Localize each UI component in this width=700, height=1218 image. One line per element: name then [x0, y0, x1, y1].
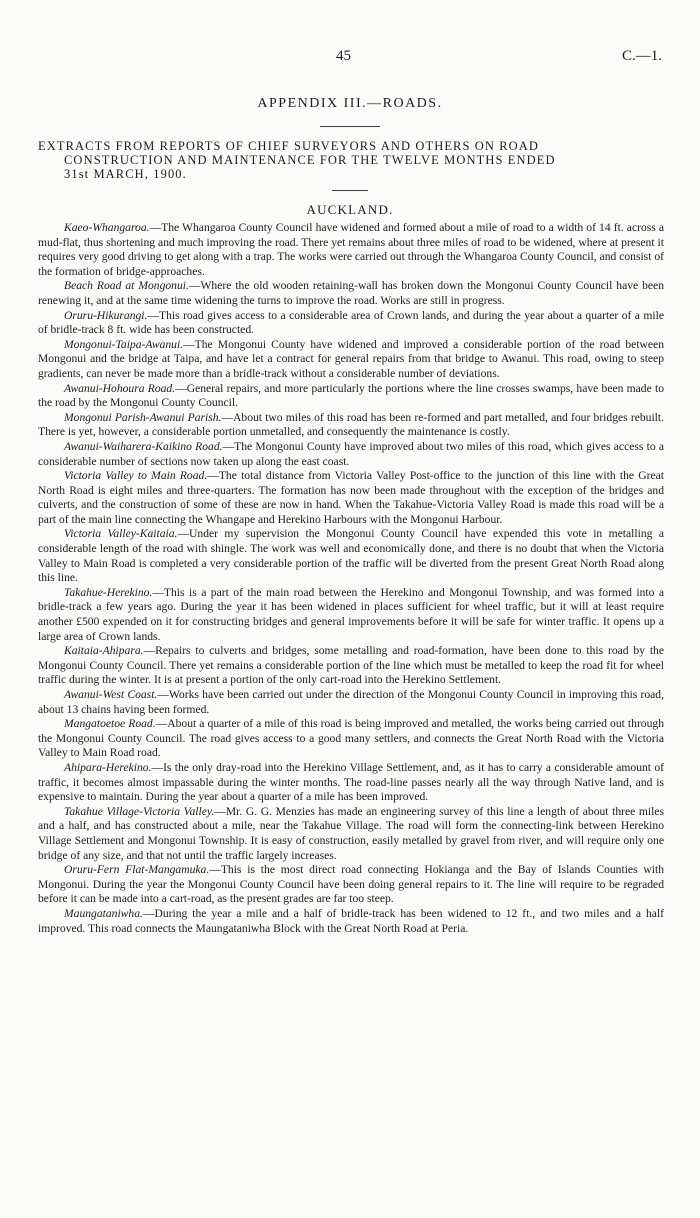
- road-name: Awanui-Waiharera-Kaikino Road.: [64, 439, 223, 453]
- paragraph-text: —This is a part of the main road between the Herekino and Mongonui Township, and was formed into a bridle-track a few years ago. During the year it has been widened in places sufficient for wheel traffic, but it will at least require another £500 expended on it for constructing bridges and general improvements before it will be safe for winter traffic. It opens up a large area of Crown lands.: [38, 585, 664, 643]
- road-name: Takahue Village-Victoria Valley.: [64, 804, 215, 818]
- page-number: 45: [336, 48, 351, 64]
- report-paragraph: [38, 527, 664, 585]
- paragraph-text: —General repairs, and more particularly the portions where the line crosses swamps, have been made to the road by the Mongonui County Council.: [38, 381, 664, 410]
- report-paragraph: [38, 469, 664, 527]
- report-paragraph: [38, 586, 664, 644]
- extract-heading-line: EXTRACTS FROM REPORTS OF CHIEF SURVEYORS AND OTHERS ON ROAD: [38, 139, 540, 153]
- road-name: Beach Road at Mongonui.: [64, 279, 189, 293]
- report-paragraph: [38, 382, 664, 411]
- road-name: Oruru-Hikurangi.: [64, 308, 148, 322]
- paragraph-text: —The Mongonui County have widened and improved a considerable portion of the road between Mongonui and the bridge at Taipa, and have let a contract for general repairs from that bridge to Awanui. This road, owing to steep gradients, can never be made more than a bridle-track without a considerable number of deviations.: [38, 337, 664, 380]
- report-body: [38, 221, 664, 936]
- report-paragraph: [38, 761, 664, 805]
- road-name: Mongonui Parish-Awanui Parish.: [64, 410, 222, 424]
- paragraph-text: —Works have been carried out under the direction of the Mongonui County Council in improving this road, about 13 chains having been formed.: [38, 688, 664, 716]
- road-name: Ahipara-Herekino.: [64, 760, 152, 774]
- report-paragraph: [38, 863, 664, 907]
- road-name: Mangatoetoe Road.: [64, 717, 156, 731]
- report-paragraph: [38, 309, 664, 338]
- divider-rule: [332, 190, 368, 191]
- road-name: Awanui-Hohoura Road.: [64, 381, 176, 395]
- road-name: Oruru-Fern Flat-Mangamuka.: [64, 863, 210, 877]
- road-name: Victoria Valley to Main Road.: [64, 469, 208, 483]
- report-paragraph: [38, 221, 664, 279]
- paragraph-text: —Where the old wooden retaining-wall has broken down the Mongonui County Council have been renewing it, and at the same time widening the turns to improve the road. Works are still in progress.: [38, 279, 665, 307]
- report-paragraph: [38, 411, 664, 440]
- paragraph-text: —Repairs to culverts and bridges, some metalling and road-formation, have been done to this road by the Mongonui County Council. There yet remains a considerable portion of the line which must be metalled to keep the road fit for wheel traffic during the winter. It is at present a portion of the only cart-road into the Herekino Settlement.: [38, 644, 664, 687]
- paragraph-text: —This is the most direct road connecting Hokianga and the Bay of Islands Counties with Mongonui. During the year the Mongonui County Council have been doing general repairs to it. The line will require to be regraded before it can be made into a cart-road, as the present grades are far too steep.: [38, 863, 664, 906]
- paragraph-text: —This road gives access to a considerable area of Crown lands, and during the year about a quarter of a mile of bridle-track 8 ft. wide has been constructed.: [38, 308, 664, 337]
- extract-heading: [38, 139, 664, 181]
- divider-rule: [320, 126, 380, 127]
- paragraph-text: —During the year a mile and a half of bridle-track has been widened to 12 ft., and two miles and a half improved. This road connects the Maungataniwha Block with the Great North Road at Peria.: [38, 906, 664, 935]
- road-name: Kaitaia-Ahipara.: [64, 644, 144, 658]
- report-paragraph: [38, 338, 664, 382]
- paragraph-text: —About two miles of this road has been re-formed and part metalled, and four bridges rebuilt. There is yet, however, a considerable portion unmetalled, and consequently the maintenance is costly.: [38, 410, 665, 439]
- report-paragraph: [38, 688, 664, 717]
- road-name: Maungataniwha.: [64, 906, 143, 920]
- paragraph-text: —Mr. G. G. Menzies has made an engineering survey of this line a length of about three miles and a half, and has constructed about a mile, near the Takahue Village. The road will form the connecting-link between Herekino Village Settlement and Mongonui Township. It is easy of construction, easily metalled by gravel from river, and will require only one bridge of any size, and that not until the traffic largely increases.: [38, 804, 664, 862]
- appendix-title: APPENDIX III.—ROADS.: [257, 96, 443, 111]
- report-paragraph: [38, 805, 664, 863]
- report-paragraph: [38, 440, 664, 469]
- report-paragraph: [38, 717, 664, 761]
- paragraph-text: —Is the only dray-road into the Herekino Village Settlement, and, as it has to carry a considerable amount of traffic, it becomes almost impassable during the winter months. The road-line passes nearly all the way through Native land, and is expensive to maintain. During the year about a quarter of a mile has been improved.: [38, 760, 664, 804]
- paragraph-text: —The Whangaroa County Council have widened and formed about a mile of road to a width of 14 ft. across a mud-flat, thus shortening and much improving the road. There yet remains about three miles of road to be widened, where at present it requires very good driving to get along with a trap. The works were carried out through the Whangaroa County Council, and consist of the formation of bridge-approaches.: [38, 221, 664, 278]
- paragraph-text: —Under my supervision the Mongonui County Council have expended this vote in metalling a considerable length of the road with shingle. The work was well and economically done, and there is no doubt that when the Victoria Valley to Main Road is completed a very considerable portion of the traffic will be diverted from the present Great North Road along this line.: [38, 527, 664, 585]
- road-name: Kaeo-Whangaroa.: [64, 221, 150, 234]
- report-paragraph: [38, 644, 664, 688]
- report-paragraph: [38, 907, 664, 936]
- report-paragraph: [38, 279, 664, 308]
- road-name: Awanui-West Coast.: [64, 688, 158, 701]
- extract-heading-line: CONSTRUCTION AND MAINTENANCE FOR THE TWELVE MONTHS ENDED: [64, 153, 556, 167]
- road-name: Mongonui-Taipa-Awanui.: [64, 337, 184, 351]
- road-name: Takahue-Herekino.: [64, 585, 153, 599]
- paragraph-text: —The total distance from Victoria Valley Post-office to the junction of this line with the Great North Road is eight miles and three-quarters. The formation has now been made throughout with the exception of the bridges and culverts, and the construction of some of these are now in hand. When the Takahue-Victoria Valley Road is made this road will be a part of the main line connecting the Whangape and Herekino Harbours with the Mongonui Harbour.: [38, 469, 664, 526]
- paragraph-text: —About a quarter of a mile of this road is being improved and metalled, the works being carried out through the Mongonui County Council. The road gives access to a good many settlers, and connects the Great North Road with the Victoria Valley to Main Road road.: [38, 717, 664, 760]
- document-reference: C.—1.: [621, 48, 662, 64]
- extract-heading-line: 31st MARCH, 1900.: [64, 167, 187, 181]
- section-title: AUCKLAND.: [306, 202, 394, 217]
- road-name: Victoria Valley-Kaitaia.: [64, 527, 178, 541]
- paragraph-text: —The Mongonui County have improved about two miles of this road, which gives access to a considerable number of sections now taken up along the east coast.: [38, 439, 664, 468]
